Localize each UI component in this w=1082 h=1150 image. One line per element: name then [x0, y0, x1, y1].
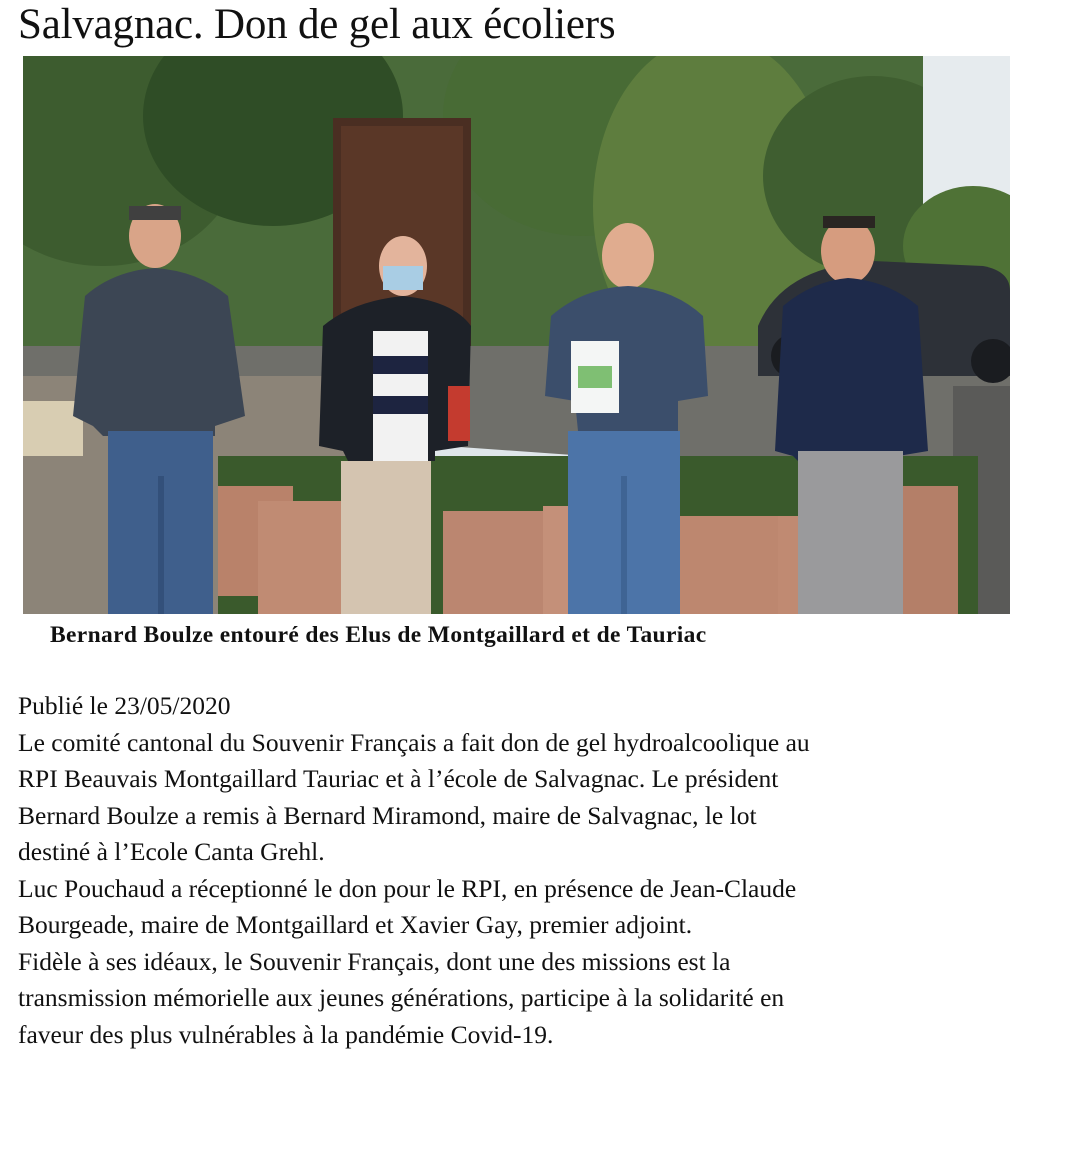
body-line: Fidèle à ses idéaux, le Souvenir Français, dont une des missions est la — [18, 946, 731, 976]
body-line: Bernard Boulze a remis à Bernard Miramond, maire de Salvagnac, le lot — [18, 800, 757, 830]
body-line: transmission mémorielle aux jeunes générations, participe à la solidarité en — [18, 983, 785, 1012]
article-title: Salvagnac. Don de gel aux écoliers — [18, 1, 616, 48]
body-line: Luc Pouchaud a réceptionné le don pour le RPI, en présence de Jean-Claude — [18, 873, 797, 903]
publication-date: Publié le 23/05/2020 — [18, 691, 231, 720]
body-line: Bourgeade, maire de Montgaillard et Xavier Gay, premier adjoint. — [18, 910, 693, 939]
body-line: Le comité cantonal du Souvenir Français a fait don de gel hydroalcoolique au — [18, 727, 810, 757]
body-line: RPI Beauvais Montgaillard Tauriac et à l’école de Salvagnac. Le président — [18, 764, 779, 793]
body-line: destiné à l’Ecole Canta Grehl. — [18, 837, 325, 866]
article-photo — [23, 56, 1010, 614]
photo-caption: Bernard Boulze entouré des Elus de Montgaillard et de Tauriac — [50, 622, 707, 648]
body-line: faveur des plus vulnérables à la pandémie Covid-19. — [18, 1019, 554, 1049]
article-body — [18, 688, 1068, 1053]
